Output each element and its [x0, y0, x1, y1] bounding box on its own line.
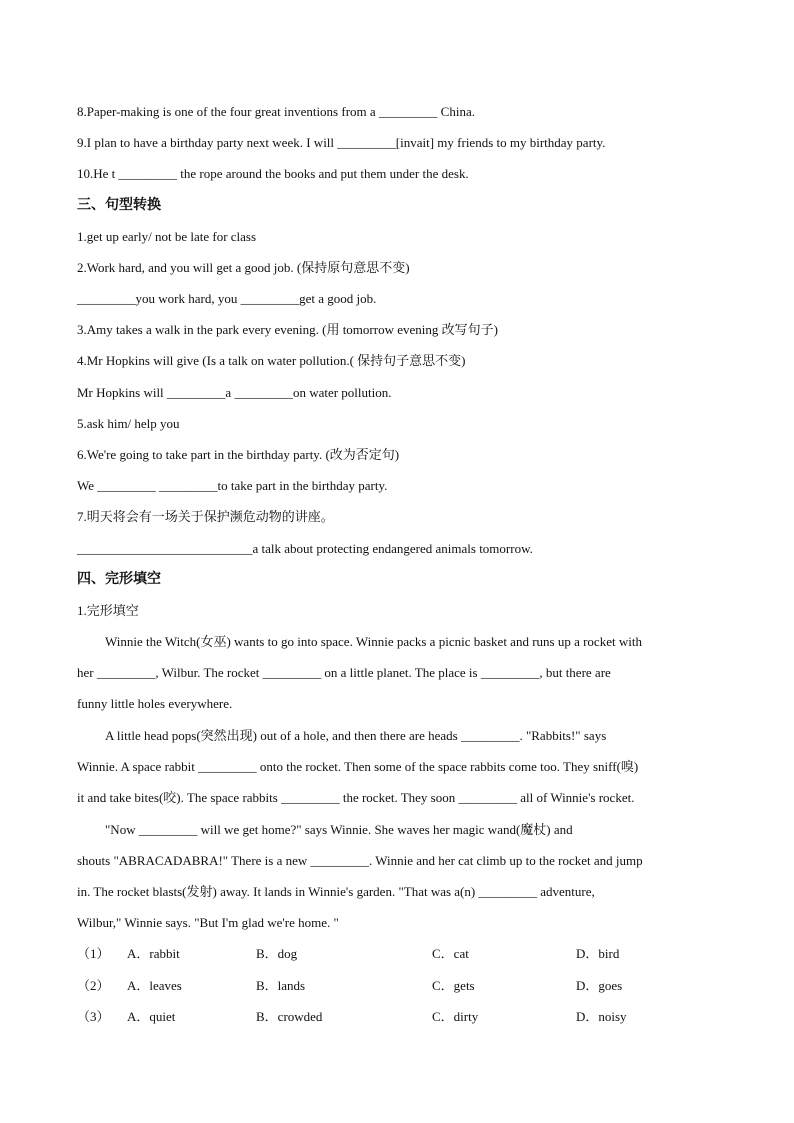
option-a[interactable]: A．rabbit [127, 946, 180, 961]
passage-line: shouts "ABRACADABRA!" There is a new _________. Winnie and her cat climb up to the rocket and jump [77, 853, 643, 868]
option-b[interactable]: B．dog [256, 946, 298, 961]
option-c[interactable]: C．cat [432, 946, 469, 961]
option-c[interactable]: C．gets [432, 978, 475, 993]
transform-answer-2: _________you work hard, you _________get a good job. [77, 291, 377, 306]
question-9: 9.I plan to have a birthday party next week. I will _________[invait] my friends to my birthday party. [77, 135, 606, 150]
transform-question-6: 6.We're going to take part in the birthday party. (改为否定句) [77, 447, 400, 462]
passage-line: "Now _________ will we get home?" says Winnie. She waves her magic wand(魔杖) and [105, 822, 573, 837]
section-three-heading: 三、句型转换 [77, 197, 161, 213]
option-number: （1） [77, 946, 110, 961]
passage-line: Wilbur," Winnie says. "But I'm glad we're home. " [77, 915, 339, 930]
transform-question-3: 3.Amy takes a walk in the park every evening. (用 tomorrow evening 改写句子) [77, 322, 498, 337]
option-d[interactable]: D．bird [576, 946, 620, 961]
option-a[interactable]: A．quiet [127, 1009, 176, 1024]
passage-line: funny little holes everywhere. [77, 696, 233, 711]
passage-line: it and take bites(咬). The space rabbits _________ the rocket. They soon _________ all of Winnie's rocket. [77, 790, 635, 805]
passage-line: her _________, Wilbur. The rocket _________ on a little planet. The place is _________, but there are [77, 665, 611, 680]
transform-question-4: 4.Mr Hopkins will give (Is a talk on water pollution.( 保持句子意思不变) [77, 353, 466, 368]
transform-question-5: 5.ask him/ help you [77, 416, 180, 431]
transform-question-2: 2.Work hard, and you will get a good job. (保持原句意思不变) [77, 260, 410, 275]
transform-answer-7: ___________________________a talk about protecting endangered animals tomorrow. [77, 541, 533, 556]
option-d[interactable]: D．goes [576, 978, 623, 993]
option-number: （2） [77, 978, 110, 993]
section-four-heading: 四、完形填空 [77, 571, 161, 587]
option-b[interactable]: B．lands [256, 978, 306, 993]
transform-question-7: 7.明天将会有一场关于保护濒危动物的讲座。 [77, 509, 334, 524]
option-a[interactable]: A．leaves [127, 978, 182, 993]
passage-line: Winnie. A space rabbit _________ onto the rocket. Then some of the space rabbits come too. They sniff(嗅) [77, 759, 639, 774]
cloze-subheading: 1.完形填空 [77, 603, 139, 618]
question-8: 8.Paper-making is one of the four great inventions from a _________ China. [77, 104, 475, 119]
passage-line: in. The rocket blasts(发射) away. It lands in Winnie's garden. "That was a(n) _________ adventure, [77, 884, 595, 899]
question-10: 10.He t _________ the rope around the books and put them under the desk. [77, 166, 469, 181]
transform-answer-4: Mr Hopkins will _________a _________on water pollution. [77, 385, 392, 400]
option-c[interactable]: C．dirty [432, 1009, 479, 1024]
passage-line: Winnie the Witch(女巫) wants to go into space. Winnie packs a picnic basket and runs up a rocket with [105, 634, 642, 649]
option-b[interactable]: B．crowded [256, 1009, 323, 1024]
option-d[interactable]: D．noisy [576, 1009, 627, 1024]
transform-answer-6: We _________ _________to take part in the birthday party. [77, 478, 388, 493]
option-number: （3） [77, 1009, 110, 1024]
transform-question-1: 1.get up early/ not be late for class [77, 229, 257, 244]
passage-line: A little head pops(突然出现) out of a hole, and then there are heads _________. "Rabbits!" says [105, 728, 607, 743]
